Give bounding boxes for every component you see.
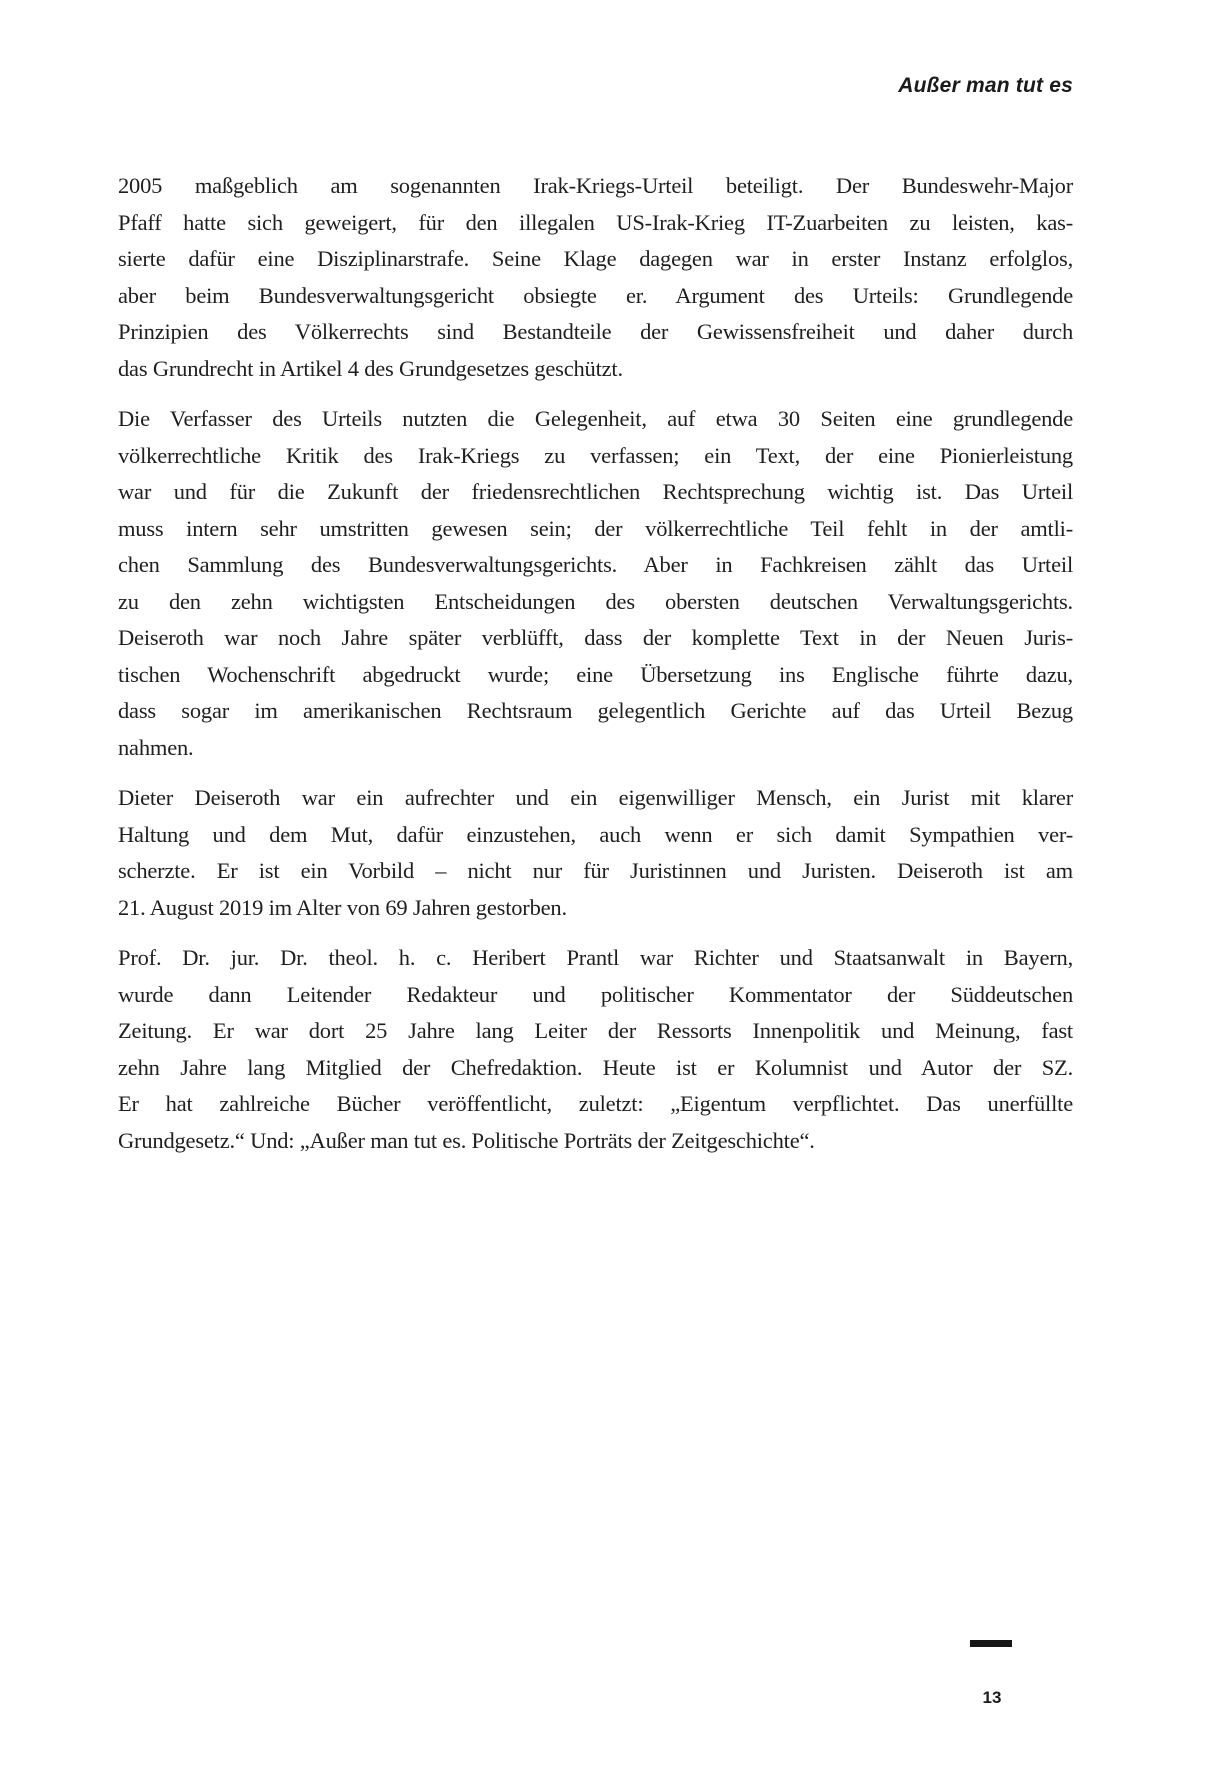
text-line: Dieter Deiseroth war ein aufrechter und ein eigenwilliger Mensch, ein Jurist mit klarer [118, 785, 1073, 810]
text-line: war und für die Zukunft der friedensrechtlichen Rechtsprechung wichtig ist. Das Urteil [118, 479, 1073, 504]
text-line: Zeitung. Er war dort 25 Jahre lang Leiter der Ressorts Innenpolitik und Meinung, fast [118, 1018, 1073, 1043]
paragraph [118, 401, 1073, 766]
text-line: zehn Jahre lang Mitglied der Chefredaktion. Heute ist er Kolumnist und Autor der SZ. [118, 1054, 1073, 1080]
paragraph [118, 168, 1073, 387]
text-line: Die Verfasser des Urteils nutzten die Gelegenheit, auf etwa 30 Seiten eine grundlegende [118, 406, 1073, 431]
text-line: wurde dann Leitender Redakteur und politischer Kommentator der Süddeutschen [118, 981, 1073, 1007]
text-line: dass sogar im amerikanischen Rechtsraum gelegentlich Gerichte auf das Urteil Bezug [118, 698, 1073, 723]
text-line: Prinzipien des Völkerrechts sind Bestandteile der Gewissensfreiheit und daher durch [118, 319, 1073, 344]
text-line: Deiseroth war noch Jahre später verblüfft, dass der komplette Text in der Neuen Juris- [118, 625, 1073, 650]
text-line: chen Sammlung des Bundesverwaltungsgerichts. Aber in Fachkreisen zählt das Urteil [118, 552, 1073, 577]
text-line: nahmen. [118, 734, 194, 760]
footer-rule [970, 1640, 1012, 1647]
text-line: 21. August 2019 im Alter von 69 Jahren gestorben. [118, 894, 567, 920]
text-line: völkerrechtliche Kritik des Irak-Kriegs zu verfassen; ein Text, der eine Pionierleistung [118, 442, 1073, 468]
text-line: 2005 maßgeblich am sogenannten Irak-Kriegs-Urteil beteiligt. Der Bundeswehr-Major [118, 173, 1073, 198]
page-number: 13 [982, 1688, 1002, 1707]
body-text [118, 168, 1073, 1159]
text-line: Haltung und dem Mut, dafür einzustehen, auch wenn er sich damit Sympathien ver- [118, 821, 1073, 847]
running-header: Außer man tut es [898, 74, 1073, 97]
text-line: Pfaff hatte sich geweigert, für den illegalen US-Irak-Krieg IT-Zuarbeiten zu leisten, kas- [118, 209, 1073, 235]
text-line: das Grundrecht in Artikel 4 des Grundgesetzes geschützt. [118, 355, 623, 381]
text-line: zu den zehn wichtigsten Entscheidungen des obersten deutschen Verwaltungsgerichts. [118, 588, 1073, 614]
paragraph [118, 940, 1073, 1159]
text-line: Grundgesetz.“ Und: „Außer man tut es. Politische Porträts der Zeitgeschichte“. [118, 1127, 815, 1153]
text-line: aber beim Bundesverwaltungsgericht obsiegte er. Argument des Urteils: Grundlegende [118, 282, 1073, 308]
text-line: muss intern sehr umstritten gewesen sein; der völkerrechtliche Teil fehlt in der amtli- [118, 515, 1073, 541]
text-line: tischen Wochenschrift abgedruckt wurde; eine Übersetzung ins Englische führte dazu, [118, 661, 1073, 687]
paragraph [118, 780, 1073, 926]
text-line: Er hat zahlreiche Bücher veröffentlicht, zuletzt: „Eigentum verpflichtet. Das unerfüllte [118, 1091, 1073, 1116]
text-line: scherzte. Er ist ein Vorbild – nicht nur für Juristinnen und Juristen. Deiseroth ist am [118, 858, 1073, 883]
text-line: Prof. Dr. jur. Dr. theol. h. c. Heribert Prantl war Richter und Staatsanwalt in Bayern, [118, 945, 1073, 970]
text-line: sierte dafür eine Disziplinarstrafe. Seine Klage dagegen war in erster Instanz erfolglos, [118, 246, 1073, 271]
